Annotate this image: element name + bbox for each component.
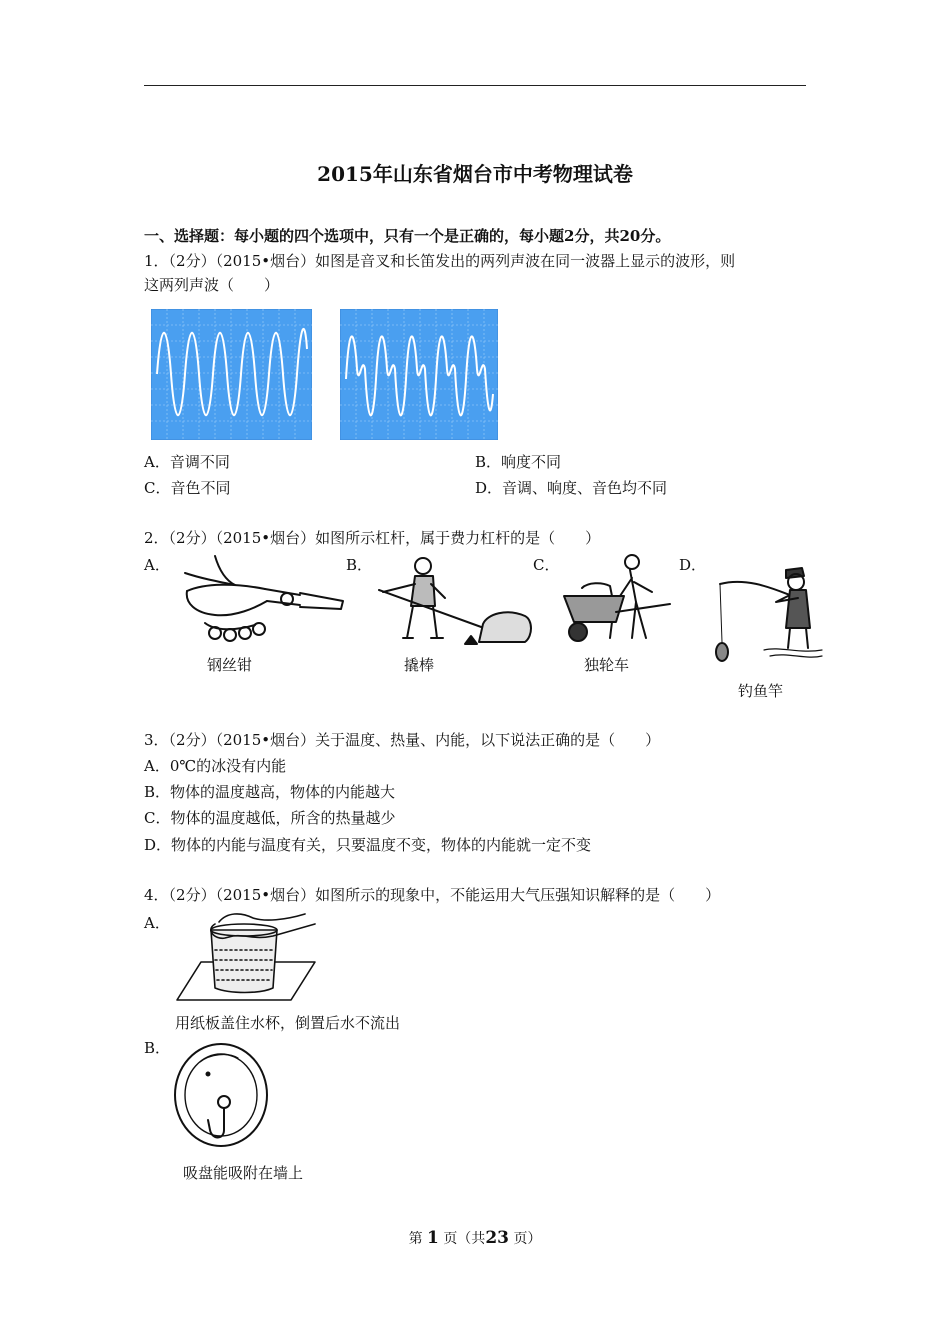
q3-option-d: D．物体的内能与温度有关，只要温度不变，物体的内能就一定不变 bbox=[144, 836, 592, 854]
q1-option-b: B．响度不同 bbox=[475, 453, 562, 471]
q3-option-a: A．0℃的冰没有内能 bbox=[144, 757, 287, 775]
q4-caption-cup: 用纸板盖住水杯，倒置后水不流出 bbox=[175, 1014, 401, 1032]
inverted-water-cup-figure bbox=[175, 910, 317, 1006]
footer-prefix: 第 bbox=[408, 1231, 423, 1247]
q2-caption-pliers: 钢丝钳 bbox=[207, 656, 253, 674]
footer-total-pages: 23 bbox=[485, 1228, 509, 1248]
q2-option-d-letter: D． bbox=[679, 556, 707, 574]
q4-option-a-letter: A． bbox=[144, 914, 170, 932]
q3-option-b: B．物体的温度越高，物体的内能越大 bbox=[144, 783, 396, 801]
header-rule bbox=[144, 85, 806, 86]
wheelbarrow-figure bbox=[562, 552, 680, 648]
q1-option-a: A．音调不同 bbox=[144, 453, 230, 471]
q1-option-c: C．音色不同 bbox=[144, 479, 231, 497]
q1-stem-line1: 1．（2分）（2015•烟台）如图是音叉和长笛发出的两列声波在同一波器上显示的波形，则 bbox=[144, 252, 736, 270]
q1-stem-line2: 这两列声波（ ） bbox=[144, 276, 280, 294]
q3-option-c: C．物体的温度越低，所含的热量越少 bbox=[144, 809, 396, 827]
footer-suffix: 页） bbox=[513, 1231, 542, 1247]
q2-stem: 2．（2分）（2015•烟台）如图所示杠杆，属于费力杠杆的是（ ） bbox=[144, 529, 601, 547]
page-title: 2015年山东省烟台市中考物理试卷 bbox=[317, 162, 633, 186]
fishing-rod-figure bbox=[710, 562, 824, 670]
page-footer bbox=[0, 1228, 950, 1248]
pliers-figure bbox=[175, 553, 345, 645]
crowbar-figure bbox=[375, 556, 535, 648]
q2-option-c-letter: C． bbox=[533, 556, 560, 574]
suction-cup-figure bbox=[172, 1040, 270, 1150]
q4-stem: 4．（2分）（2015•烟台）如图所示的现象中，不能运用大气压强知识解释的是（ ） bbox=[144, 886, 721, 904]
q2-option-b-letter: B． bbox=[346, 556, 373, 574]
section-heading: 一、选择题：每小题的四个选项中，只有一个是正确的，每小题2分，共20分。 bbox=[144, 227, 671, 245]
flute-waveform-figure bbox=[340, 309, 498, 440]
q1-option-d: D．音调、响度、音色均不同 bbox=[475, 479, 668, 497]
q2-caption-crowbar: 撬棒 bbox=[404, 656, 435, 674]
footer-middle: 页（共 bbox=[443, 1231, 486, 1247]
q2-option-a-letter: A． bbox=[144, 556, 170, 574]
tuning-fork-waveform-figure bbox=[151, 309, 312, 440]
q4-option-b-letter: B． bbox=[144, 1039, 171, 1057]
q4-caption-suction-cup: 吸盘能吸附在墙上 bbox=[183, 1164, 304, 1182]
q2-caption-wheelbarrow: 独轮车 bbox=[584, 656, 630, 674]
q2-caption-fishing-rod: 钓鱼竿 bbox=[738, 682, 784, 700]
q3-stem: 3．（2分）（2015•烟台）关于温度、热量、内能，以下说法正确的是（ ） bbox=[144, 731, 661, 749]
footer-page-number: 1 bbox=[427, 1228, 439, 1248]
